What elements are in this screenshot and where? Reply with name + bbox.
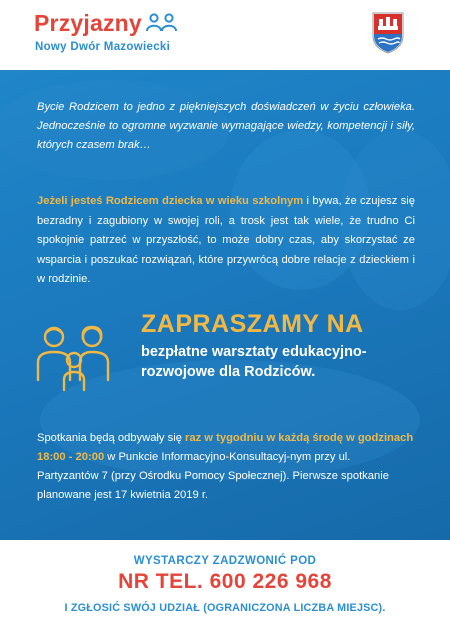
logo: [34, 10, 179, 37]
description-highlight: Jeżeli jesteś Rodzicem dziecka w wieku szkolnym: [37, 195, 304, 207]
invite-subtitle: bezpłatne warsztaty edukacyjno-rozwojowe dla Rodziców.: [141, 344, 367, 380]
logo-subtitle: Nowy Dwór Mazowiecki: [35, 41, 171, 53]
header: [0, 0, 450, 70]
invite-title: ZAPRASZAMY NA: [141, 310, 364, 338]
phone-number[interactable]: NR TEL. 600 226 968: [118, 570, 332, 593]
meeting-text-2: w Punkcie Informacyjno-Konsultacyj-nym przy ul. Partyzantów 7 (przy Ośrodku Pomocy Społecznej). Pierwsze spotkanie planowane jest 17 kwietnia 2019 r.: [37, 451, 389, 501]
meeting-details: [37, 429, 415, 505]
description-rest: i bywa, że czujesz się bezradny i zagubiony w swojej roli, a trosk jest tak wiele, że trudno Ci spokojnie patrzeć w przyszłość, to może dobry czas, aby skorzystać ze wsparcia i poszukać rozwiązań, które przywrócą dobre relacje z dzieckiem i w rodzinie.: [37, 195, 415, 286]
coat-of-arms-icon: [372, 12, 404, 54]
call-to-action-line1: WYSTARCZY ZADZWONIĆ POD: [133, 555, 317, 567]
footer: [0, 540, 450, 638]
intro-text: Bycie Rodzicem to jedno z piękniejszych doświadczeń w życiu człowieka. Jednocześnie to ogromne wyzwanie wymagające wiedzy, kompetencji i siły, których czasem brak…: [37, 101, 415, 151]
family-icon: [34, 322, 118, 394]
people-pair-icon: [145, 13, 179, 33]
description-text: [37, 192, 415, 290]
logo-word: Przyjazny: [34, 10, 142, 36]
hero-section: [0, 70, 450, 540]
meeting-highlight: raz w tygodniu w każdą środę w godzinach 18:00 - 20:00: [37, 432, 414, 463]
call-to-action-line3: I ZGŁOSIĆ SWÓJ UDZIAŁ (OGRANICZONA LICZBA MIEJSC).: [64, 602, 386, 614]
meeting-text-1: Spotkania będą odbywały się: [37, 432, 186, 444]
